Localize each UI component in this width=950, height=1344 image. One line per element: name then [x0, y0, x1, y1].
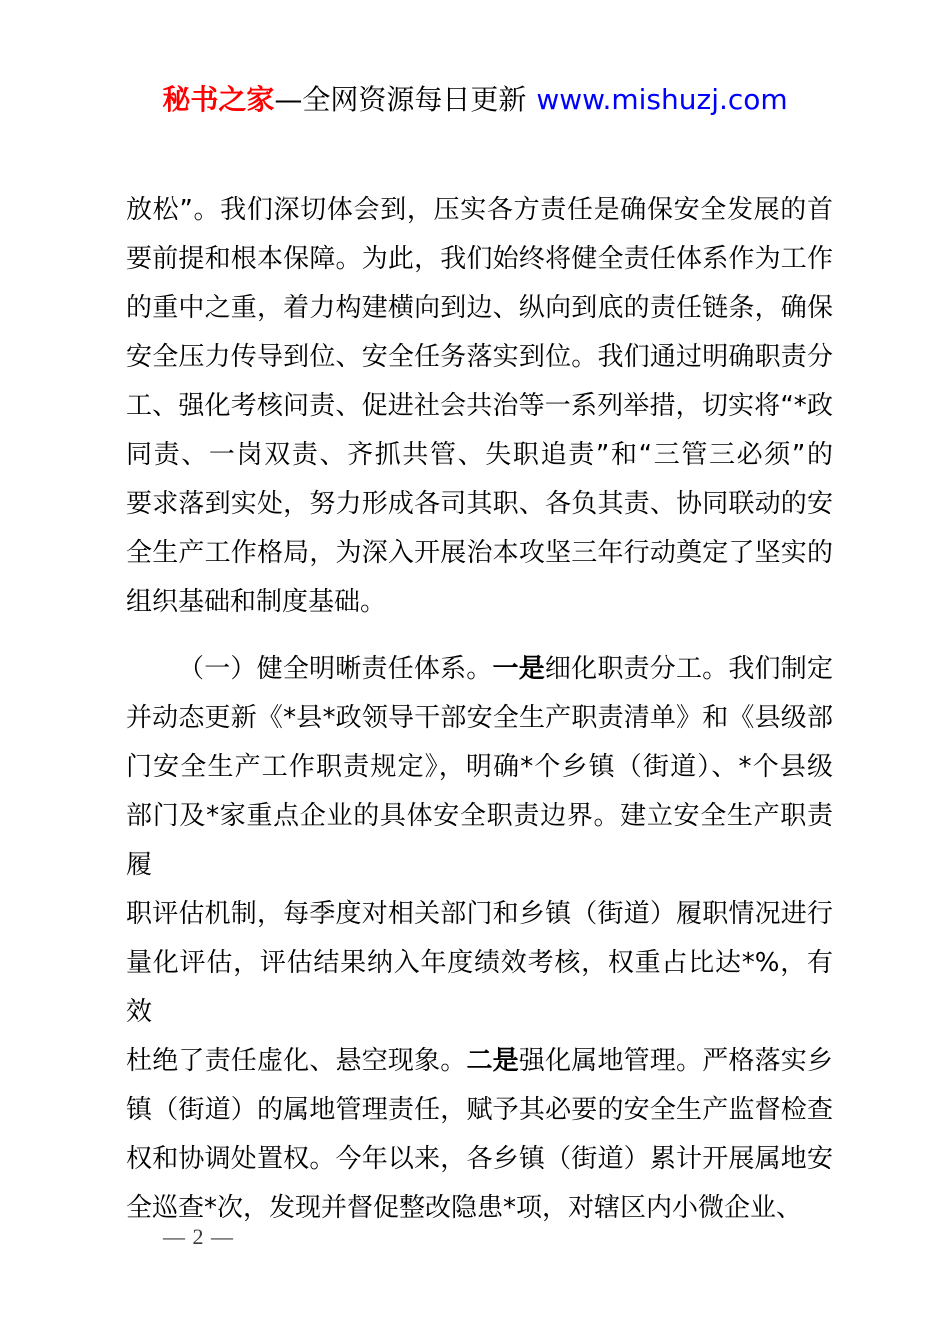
text-run: 放松”。我们深切体会到，压实各方责任是确保安全发展的首	[126, 195, 833, 225]
text-run: 量化评估，评估结果纳入年度绩效考核，权重占比达*%，有效	[126, 948, 833, 1027]
text-line	[126, 1037, 833, 1086]
emphasis-run: 二是	[466, 1046, 519, 1076]
header-separator: —	[274, 83, 303, 116]
text-run: 职评估机制，每季度对相关部门和乡镇（街道）履职情况进行	[126, 899, 833, 929]
text-run: 细化职责分工。我们制定	[544, 654, 833, 684]
text-line	[126, 480, 833, 529]
text-run: 部门及*家重点企业的具体安全职责边界。建立安全生产职责履	[126, 801, 833, 880]
text-run: 安全压力传导到位、安全任务落实到位。我们通过明确职责分	[126, 342, 833, 372]
text-line	[126, 529, 833, 578]
text-run: 组织基础和制度基础。	[126, 587, 387, 617]
text-line	[126, 890, 833, 939]
text-line	[126, 578, 833, 627]
text-run: 镇（街道）的属地管理责任，赋予其必要的安全生产监督检查	[126, 1095, 833, 1125]
text-run: 并动态更新《*县*政领导干部安全生产职责清单》和《县级部	[126, 703, 833, 733]
site-name: 秘书之家	[162, 83, 275, 116]
text-run: 要前提和根本保障。为此，我们始终将健全责任体系作为工作	[126, 244, 833, 274]
text-line	[126, 235, 833, 284]
text-line	[126, 939, 833, 1037]
text-run: （一）健全明晰责任体系。	[178, 654, 493, 684]
text-run: 权和协调处置权。今年以来，各乡镇（街道）累计开展属地安	[126, 1144, 833, 1174]
text-run: 全巡查*次，发现并督促整改隐患*项，对辖区内小微企业、	[126, 1193, 803, 1223]
text-run: 同责、一岗双责、齐抓共管、失职追责”和“三管三必须”的	[126, 440, 833, 470]
text-line	[126, 645, 833, 694]
text-run: 工、强化考核问责、促进社会共治等一系列举措，切实将“*政	[126, 391, 833, 421]
text-line	[126, 1086, 833, 1135]
document-body	[126, 186, 833, 1233]
text-line	[126, 382, 833, 431]
text-line	[126, 284, 833, 333]
paragraph	[126, 645, 833, 1233]
text-run: 全生产工作格局，为深入开展治本攻坚三年行动奠定了坚实的	[126, 538, 833, 568]
text-line	[126, 333, 833, 382]
text-line	[126, 694, 833, 743]
page-number: — 2 —	[163, 1224, 234, 1249]
text-run: 要求落到实处，努力形成各司其职、各负其责、协同联动的安	[126, 489, 833, 519]
text-line	[126, 792, 833, 890]
text-line	[126, 186, 833, 235]
text-line	[126, 431, 833, 480]
text-run: 杜绝了责任虚化、悬空现象。	[126, 1046, 467, 1076]
text-run: 的重中之重，着力构建横向到边、纵向到底的责任链条，确保	[126, 293, 833, 323]
text-run: 强化属地管理。严格落实乡	[518, 1046, 833, 1076]
page-header	[0, 82, 950, 118]
header-tagline: 全网资源每日更新	[302, 83, 527, 116]
site-url: www.mishuzj.com	[536, 83, 788, 116]
text-line	[126, 1135, 833, 1184]
paragraph	[126, 186, 833, 627]
text-line	[126, 743, 833, 792]
text-run: 门安全生产工作职责规定》，明确*个乡镇（街道）、*个县级	[126, 752, 833, 782]
emphasis-run: 一是	[492, 654, 545, 684]
